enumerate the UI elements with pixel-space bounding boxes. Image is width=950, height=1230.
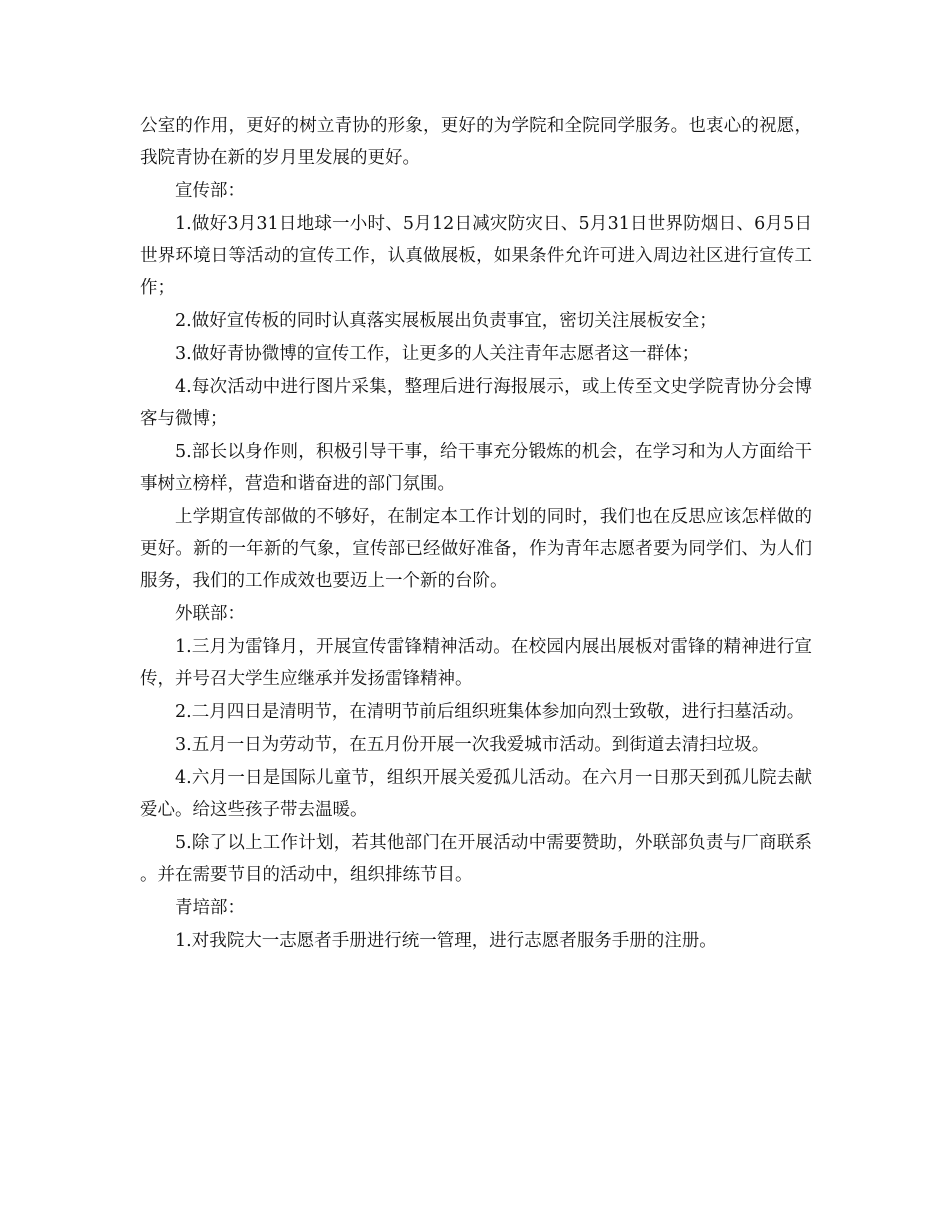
external-item-1: 1.三月为雷锋月，开展宣传雷锋精神活动。在校园内展出展板对雷锋的精神进行宣传，并号召大学生应继承并发扬雷锋精神。 <box>140 637 812 689</box>
external-item-4: 4.六月一日是国际儿童节，组织开展关爱孤儿活动。在六月一日那天到孤儿院去献爱心。给这些孩子带去温暖。 <box>140 768 812 820</box>
publicity-item-1: 1.做好3月31日地球一小时、5月12日减灾防灾日、5月31日世界防烟日、6月5日世界环境日等活动的宣传工作，认真做展板，如果条件允许可进入周边社区进行宣传工作； <box>140 214 812 298</box>
publicity-heading: 宣传部： <box>175 181 245 201</box>
publicity-item-4: 4.每次活动中进行图片采集，整理后进行海报展示，或上传至文史学院青协分会博客与微博； <box>140 377 812 429</box>
publicity-item-3: 3.做好青协微博的宣传工作，让更多的人关注青年志愿者这一群体； <box>175 344 700 364</box>
training-item-1: 1.对我院大一志愿者手册进行统一管理，进行志愿者服务手册的注册。 <box>175 931 717 951</box>
external-item-5: 5.除了以上工作计划，若其他部门在开展活动中需要赞助，外联部负责与厂商联系。并在需要节目的活动中，组织排练节目。 <box>140 833 812 885</box>
external-heading: 外联部： <box>175 604 245 624</box>
external-item-2: 2.二月四日是清明节，在清明节前后组织班集体参加向烈士致敬，进行扫墓活动。 <box>175 702 805 722</box>
publicity-closing: 上学期宣传部做的不够好，在制定本工作计划的同时，我们也在反思应该怎样做的更好。新的一年新的气象，宣传部已经做好准备，作为青年志愿者要为同学们、为人们服务，我们的工作成效也要迈上一个新的台阶。 <box>140 507 812 591</box>
external-item-3: 3.五月一日为劳动节，在五月份开展一次我爱城市活动。到街道去清扫垃圾。 <box>175 735 770 755</box>
publicity-item-2: 2.做好宣传板的同时认真落实展板展出负责事宜，密切关注展板安全； <box>175 311 717 331</box>
opening-paragraph: 公室的作用，更好的树立青协的形象，更好的为学院和全院同学服务。也衷心的祝愿，我院青协在新的岁月里发展的更好。 <box>140 116 812 168</box>
publicity-item-5: 5.部长以身作则，积极引导干事，给干事充分锻炼的机会，在学习和为人方面给干事树立榜样，营造和谐奋进的部门氛围。 <box>140 442 812 494</box>
training-heading: 青培部： <box>175 898 245 918</box>
document-body <box>140 110 812 958</box>
